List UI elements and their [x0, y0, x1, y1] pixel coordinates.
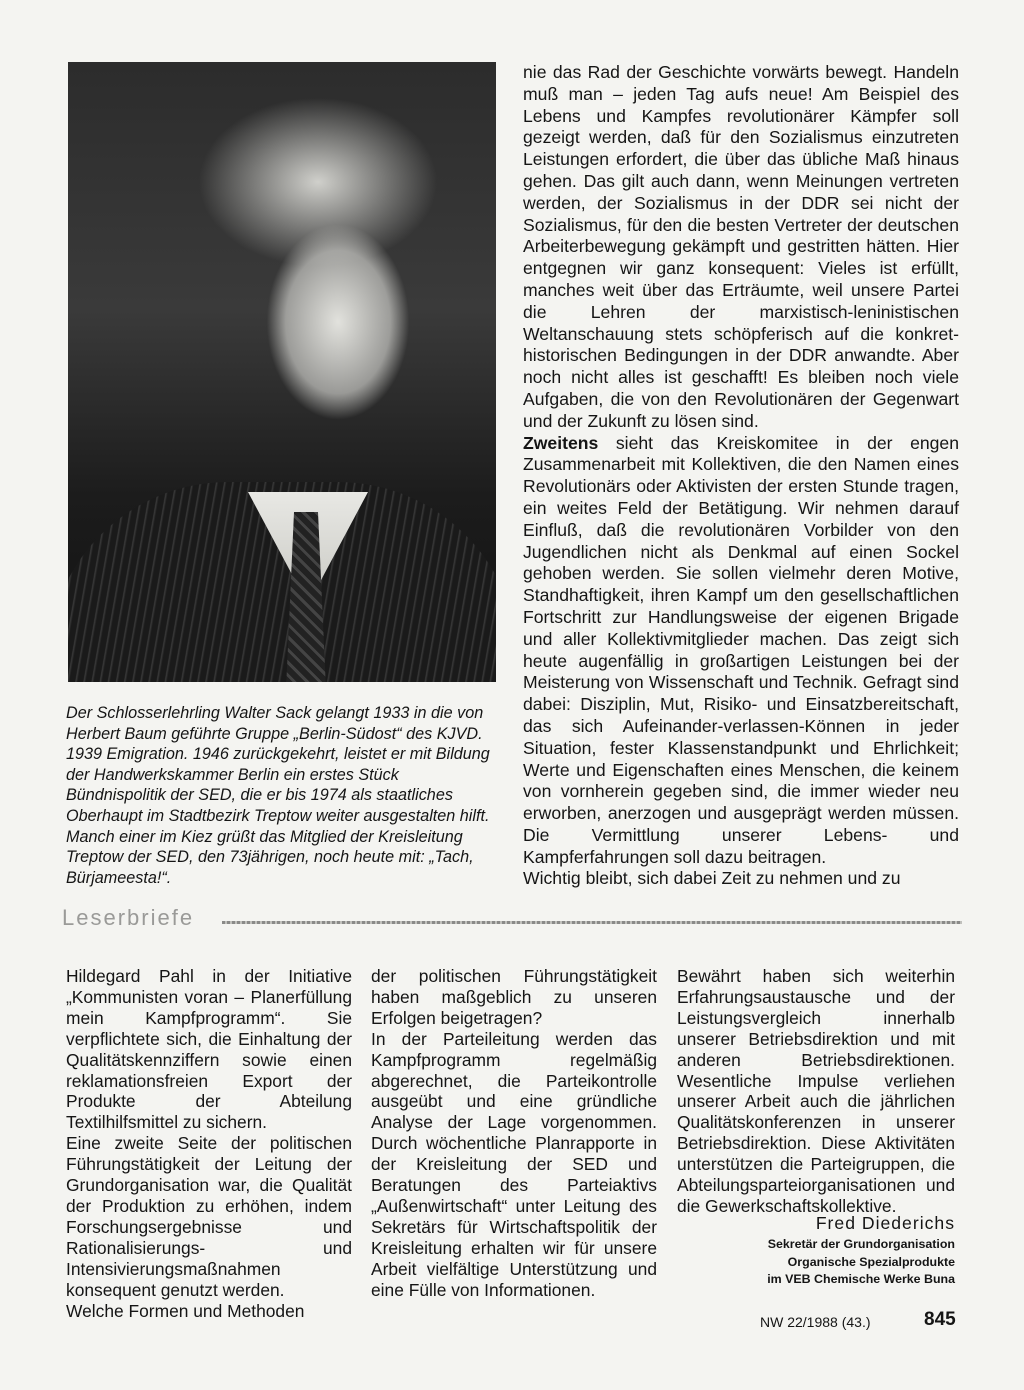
portrait-photo	[68, 62, 496, 682]
article-paragraph-2	[523, 433, 959, 869]
letters-column-1	[66, 966, 352, 1321]
photo-caption: Der Schlosserlehrling Walter Sack gelangt 1933 in die von Herbert Baum geführte Gruppe „Berlin-Südost“ des KJVD. 1939 Emigration. 1946 zurückgekehrt, leistet er mit Bildung der Handwerkskammer Berlin ein erstes Stück Bündnispolitik der SED, die er bis 1974 als staatliches Oberhaupt im Stadtbezirk Treptow weiter ausgestalten hilft. Manch einer im Kiez grüßt das Mitglied der Kreisleitung Treptow der SED, den 73jährigen, noch heute mit: „Tach, Bürjameesta!“.	[66, 704, 490, 887]
letter-paragraph: Eine zweite Seite der politischen Führungstätigkeit der Leitung der Grundorganisation war, die Qualität der Produktion zu erhöhen, indem Forschungsergebnisse und Rationalisierungs- und Intensivierungsmaßnahmen konsequent genutzt werden.	[66, 1133, 352, 1300]
signature-role-line-2: Organische Spezialprodukte	[787, 1254, 955, 1269]
section-title: Leserbriefe	[62, 905, 195, 930]
section-header	[62, 905, 962, 935]
letter-paragraph: In der Parteileitung werden das Kampfprogramm regelmäßig abgerechnet, die Parteikontrolle ausgeübt und eine gründliche Analyse der Lage vorgenommen. Durch wöchentliche Planrapporte in der Kreisleitung der SED und Beratungen des Parteiaktivs „Außenwirtschaft“ unter Leitung des Sekretärs für Wirtschaftspolitik der Kreisleitung erhalten wir für unsere Arbeit vielfältige Unterstützung und eine Fülle von Informationen.	[371, 1028, 657, 1300]
signature-role-line-1: Sekretär der Grundorganisation	[767, 1237, 955, 1251]
article-column	[523, 62, 959, 890]
signature-role-line-3: im VEB Chemische Werke Buna	[767, 1272, 955, 1286]
section-divider	[222, 921, 962, 924]
letter-paragraph: Welche Formen und Methoden	[66, 1300, 305, 1321]
article-paragraph-1: nie das Rad der Geschichte vorwärts bewegt. Handeln muß man – jeden Tag aufs neue! Am Beispiel des Lebens und Kampfes revolutionärer Kämpfer soll gezeigt werden, daß für den Sozialismus einzutreten Leistungen erfordert, die über das übliche Maß hinaus gehen. Das gilt auch dann, wenn Meinungen vertreten werden, der Sozialismus in der DDR sei nicht der Sozialismus, für den die besten Vertreter der deutschen Arbeiterbewegung gekämpft und gestritten hätten. Hier entgegnen wir ganz konsequent: Vieles ist erfüllt, manches weit über das Erträumte, weil unsere Partei die Lehren der marxistisch-leninistischen Weltanschauung stets schöpferisch auf die konkret-historischen Bedingungen in der DDR anwandte. Aber noch nicht alles ist geschafft! Es bleiben noch viele Aufgaben, die von den Revolutionären der Gegenwart und der Zukunft zu lösen sind.	[523, 62, 959, 431]
letter-paragraph: der politischen Führungstätigkeit haben maßgeblich zu unseren Erfolgen beigetragen?	[371, 966, 657, 1028]
page-number: 845	[924, 1309, 956, 1330]
article-paragraph-2-body: sieht das Kreiskomitee in der engen Zusammenarbeit mit Kollektiven, die den Namen eines Revolutionärs oder Aktivisten der ersten Stunde tragen, ein weites Feld der Betätigung. Wir nehmen darauf Einfluß, daß die revolutionären Vorbilder von den Jugendlichen nicht als Denkmal auf einen Sockel gehoben werden. Sie sollen vielmehr deren Motive, Standhaftigkeit, ihren Kampf um den gesellschaftlichen Fortschritt zur Handlungsweise der eigenen Brigade und aller Kollektivmitglieder machen. Das zeigt sich heute augenfällig in großartigen Leistungen bei der Meisterung von Wissenschaft und Technik. Gefragt sind dabei: Disziplin, Mut, Risiko- und Einsatzbereitschaft, das sich Aufeinander-verlassen-Können in jeder Situation, fester Klassenstandpunkt und Ehrlichkeit; Werte und Eigenschaften eines Menschen, die keinem von vornherein gegeben sind, die immer wieder neu erworben, anerzogen und ausgeprägt werden müssen. Die Vermittlung unserer Lebens- und Kampferfahrungen soll dazu beitragen.	[523, 432, 959, 867]
article-paragraph-3: Wichtig bleibt, sich dabei Zeit zu nehmen und zu	[523, 868, 901, 889]
letter-paragraph: Bewährt haben sich weiterhin Erfahrungsaustausche und der Leistungsvergleich innerhalb unserer Betriebsdirektion und mit anderen Betriebsdirektionen. Wesentliche Impulse verliehen unserer Arbeit auch die jährlichen Qualitätskonferenzen in unserer Betriebsdirektion. Diese Aktivitäten unterstützen die Parteigruppen, die Abteilungsparteiorganisationen und die Gewerkschaftskollektive.	[677, 966, 955, 1216]
signature-name: Fred Diederichs	[815, 1213, 955, 1233]
article-paragraph-2-lead: Zweitens	[523, 432, 599, 453]
signature-block	[677, 1213, 955, 1287]
letter-paragraph: Hildegard Pahl in der Initiative „Kommunisten voran – Planerfüllung mein Kampfprogramm“. Sie verpflichtete sich, die Einhaltung der Qualitätskennziffern sowie einen reklamationsfreien Export der Produkte der Abteilung Textilhilfsmittel zu sichern.	[66, 966, 352, 1133]
footer-issue: NW 22/1988 (43.)	[760, 1314, 871, 1330]
letters-column-3	[677, 966, 955, 1217]
letters-column-2	[371, 966, 657, 1301]
